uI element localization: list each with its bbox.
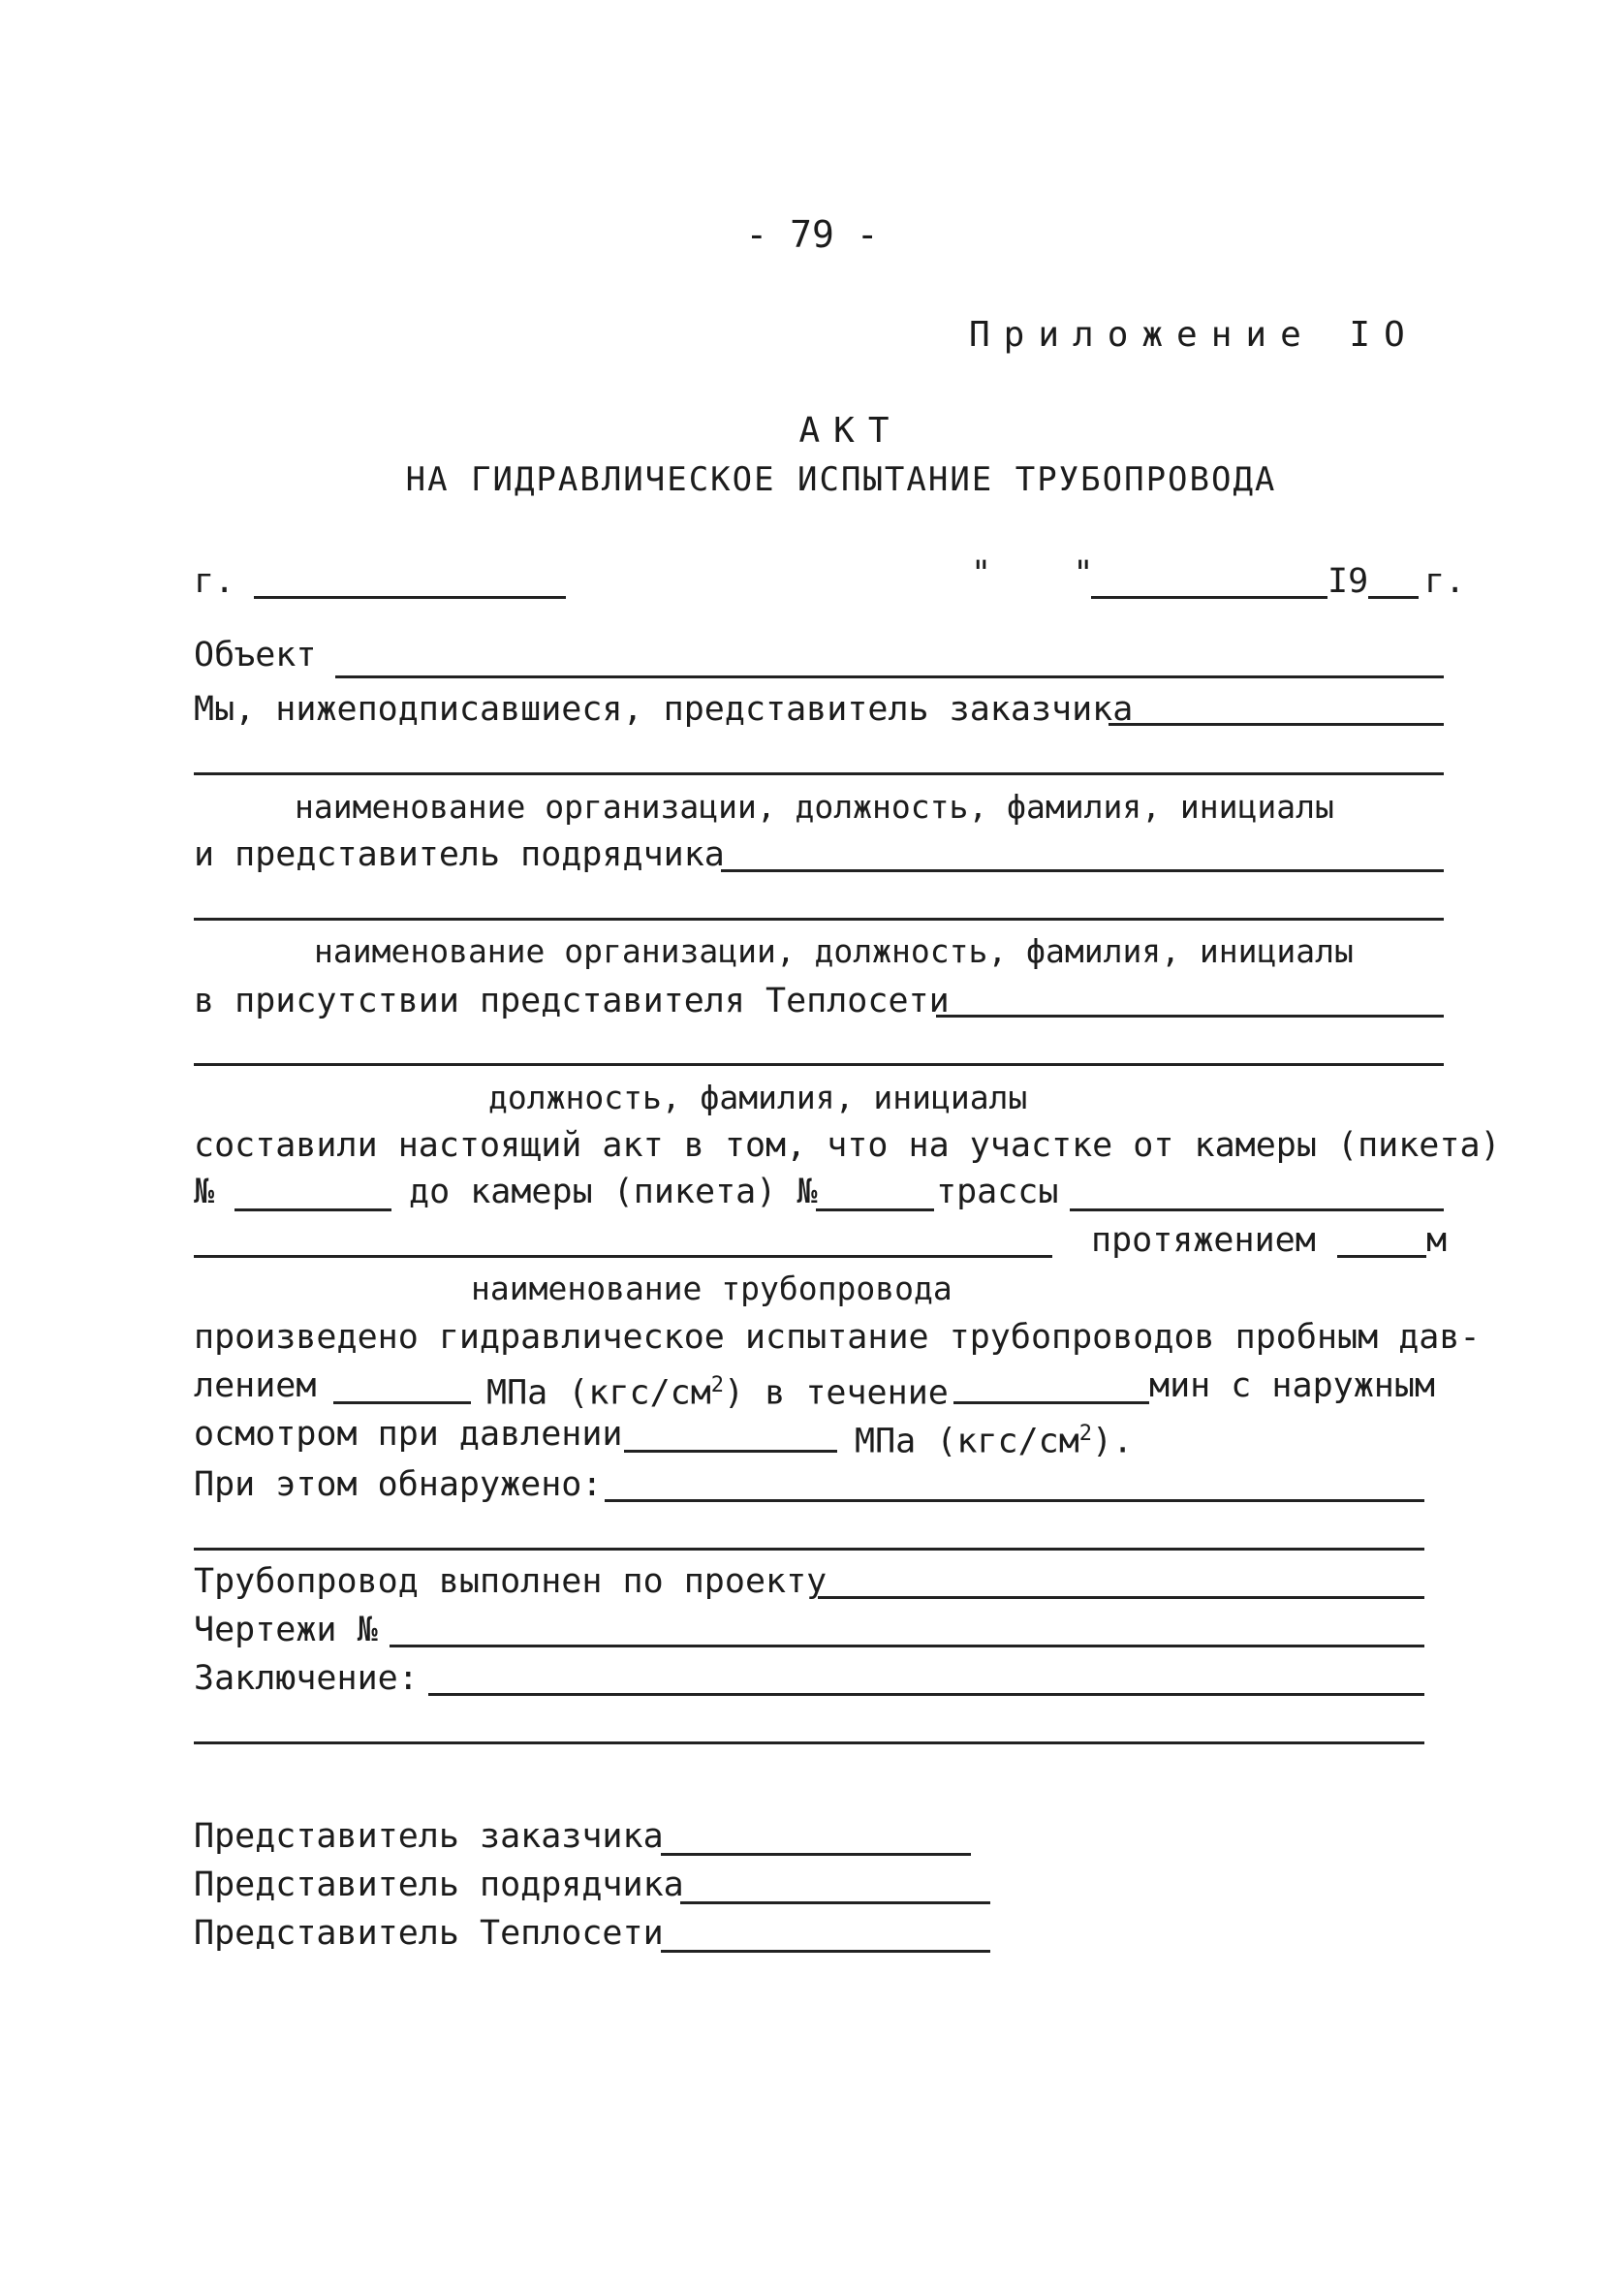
caption-org-1: наименование организации, должность, фамилия, инициалы [295,788,1334,826]
signature-customer: Представитель заказчика [194,1817,664,1856]
act-title: АКТ [798,411,903,451]
page-number: - 79 - [745,213,879,256]
year-prefix: I9 [1327,562,1369,601]
test-line-1: произведено гидравлическое испытание трубопроводов пробным дав- [194,1318,1481,1357]
date-blank [1091,596,1327,599]
signature-customer-blank [661,1853,971,1856]
pressure-blank [333,1401,471,1404]
appendix-label: Приложение IO [969,315,1419,355]
contractor-blank-2 [194,918,1444,921]
duration-blank [953,1401,1149,1404]
test-line-2a: лением [194,1366,317,1405]
route-label: трассы [936,1173,1059,1211]
project-blank [818,1596,1424,1599]
inspection-pressure-blank [624,1450,837,1453]
customer-rep-blank [1109,723,1444,726]
object-blank [335,675,1444,678]
test-line-2b: МПа $(кгс/см^2)$ в течение [486,1373,949,1413]
year-blank [1368,596,1419,599]
project-label: Трубопровод выполнен по проекту [194,1562,828,1601]
test-line-3a: осмотром при давлении [194,1415,623,1454]
city-prefix: г. [194,562,235,601]
caption-position: должность, фамилия, инициалы [488,1079,1028,1116]
customer-rep-line: Мы, нижеподписавшиеся, представитель заказчика [194,690,1134,729]
route-blank [1070,1208,1444,1211]
object-label: Объект [194,636,317,674]
heat-network-line: в присутствии представителя Теплосети [194,982,950,1020]
found-label: При этом обнаружено: [194,1465,603,1504]
found-blank [605,1499,1424,1502]
year-suffix: г. [1424,562,1466,601]
caption-pipeline: наименование трубопровода [471,1270,953,1307]
city-blank [254,596,566,599]
conclusion-label: Заключение: [194,1659,419,1698]
test-line-2d: мин с наружным [1149,1366,1436,1405]
to-chamber-blank [816,1208,934,1211]
conclusion-blank-2 [194,1741,1424,1744]
signature-contractor-blank [680,1901,990,1904]
to-chamber-label: до камеры (пикета) № [409,1173,818,1211]
length-unit: м [1426,1221,1448,1260]
test-line-3b: МПа $(кгс/см^2)$. [855,1422,1134,1461]
length-label: протяжением [1091,1221,1316,1260]
customer-rep-blank-2 [194,772,1444,775]
act-subtitle: НА ГИДРАВЛИЧЕСКОЕ ИСПЫТАНИЕ ТРУБОПРОВОДА [405,460,1277,499]
heat-network-blank [936,1015,1444,1018]
signature-contractor: Представитель подрядчика [194,1866,684,1904]
drawings-blank [390,1645,1424,1647]
drafted-line: составили настоящий акт в том, что на участке от камеры (пикета) [194,1126,1501,1165]
from-chamber-blank [234,1208,391,1211]
drawings-label: Чертежи № [194,1611,378,1649]
pipeline-name-blank [194,1255,1052,1258]
date-quotes: " " [971,554,1094,593]
signature-heat-network: Представитель Теплосети [194,1914,664,1953]
conclusion-blank [428,1693,1424,1696]
caption-org-2: наименование организации, должность, фамилия, инициалы [314,932,1354,970]
signature-heat-network-blank [661,1950,990,1953]
length-blank [1337,1255,1426,1258]
contractor-line: и представитель подрядчика [194,835,725,874]
contractor-blank [721,869,1444,872]
found-blank-2 [194,1548,1424,1551]
heat-network-blank-2 [194,1063,1444,1066]
number-sign: № [194,1173,215,1211]
